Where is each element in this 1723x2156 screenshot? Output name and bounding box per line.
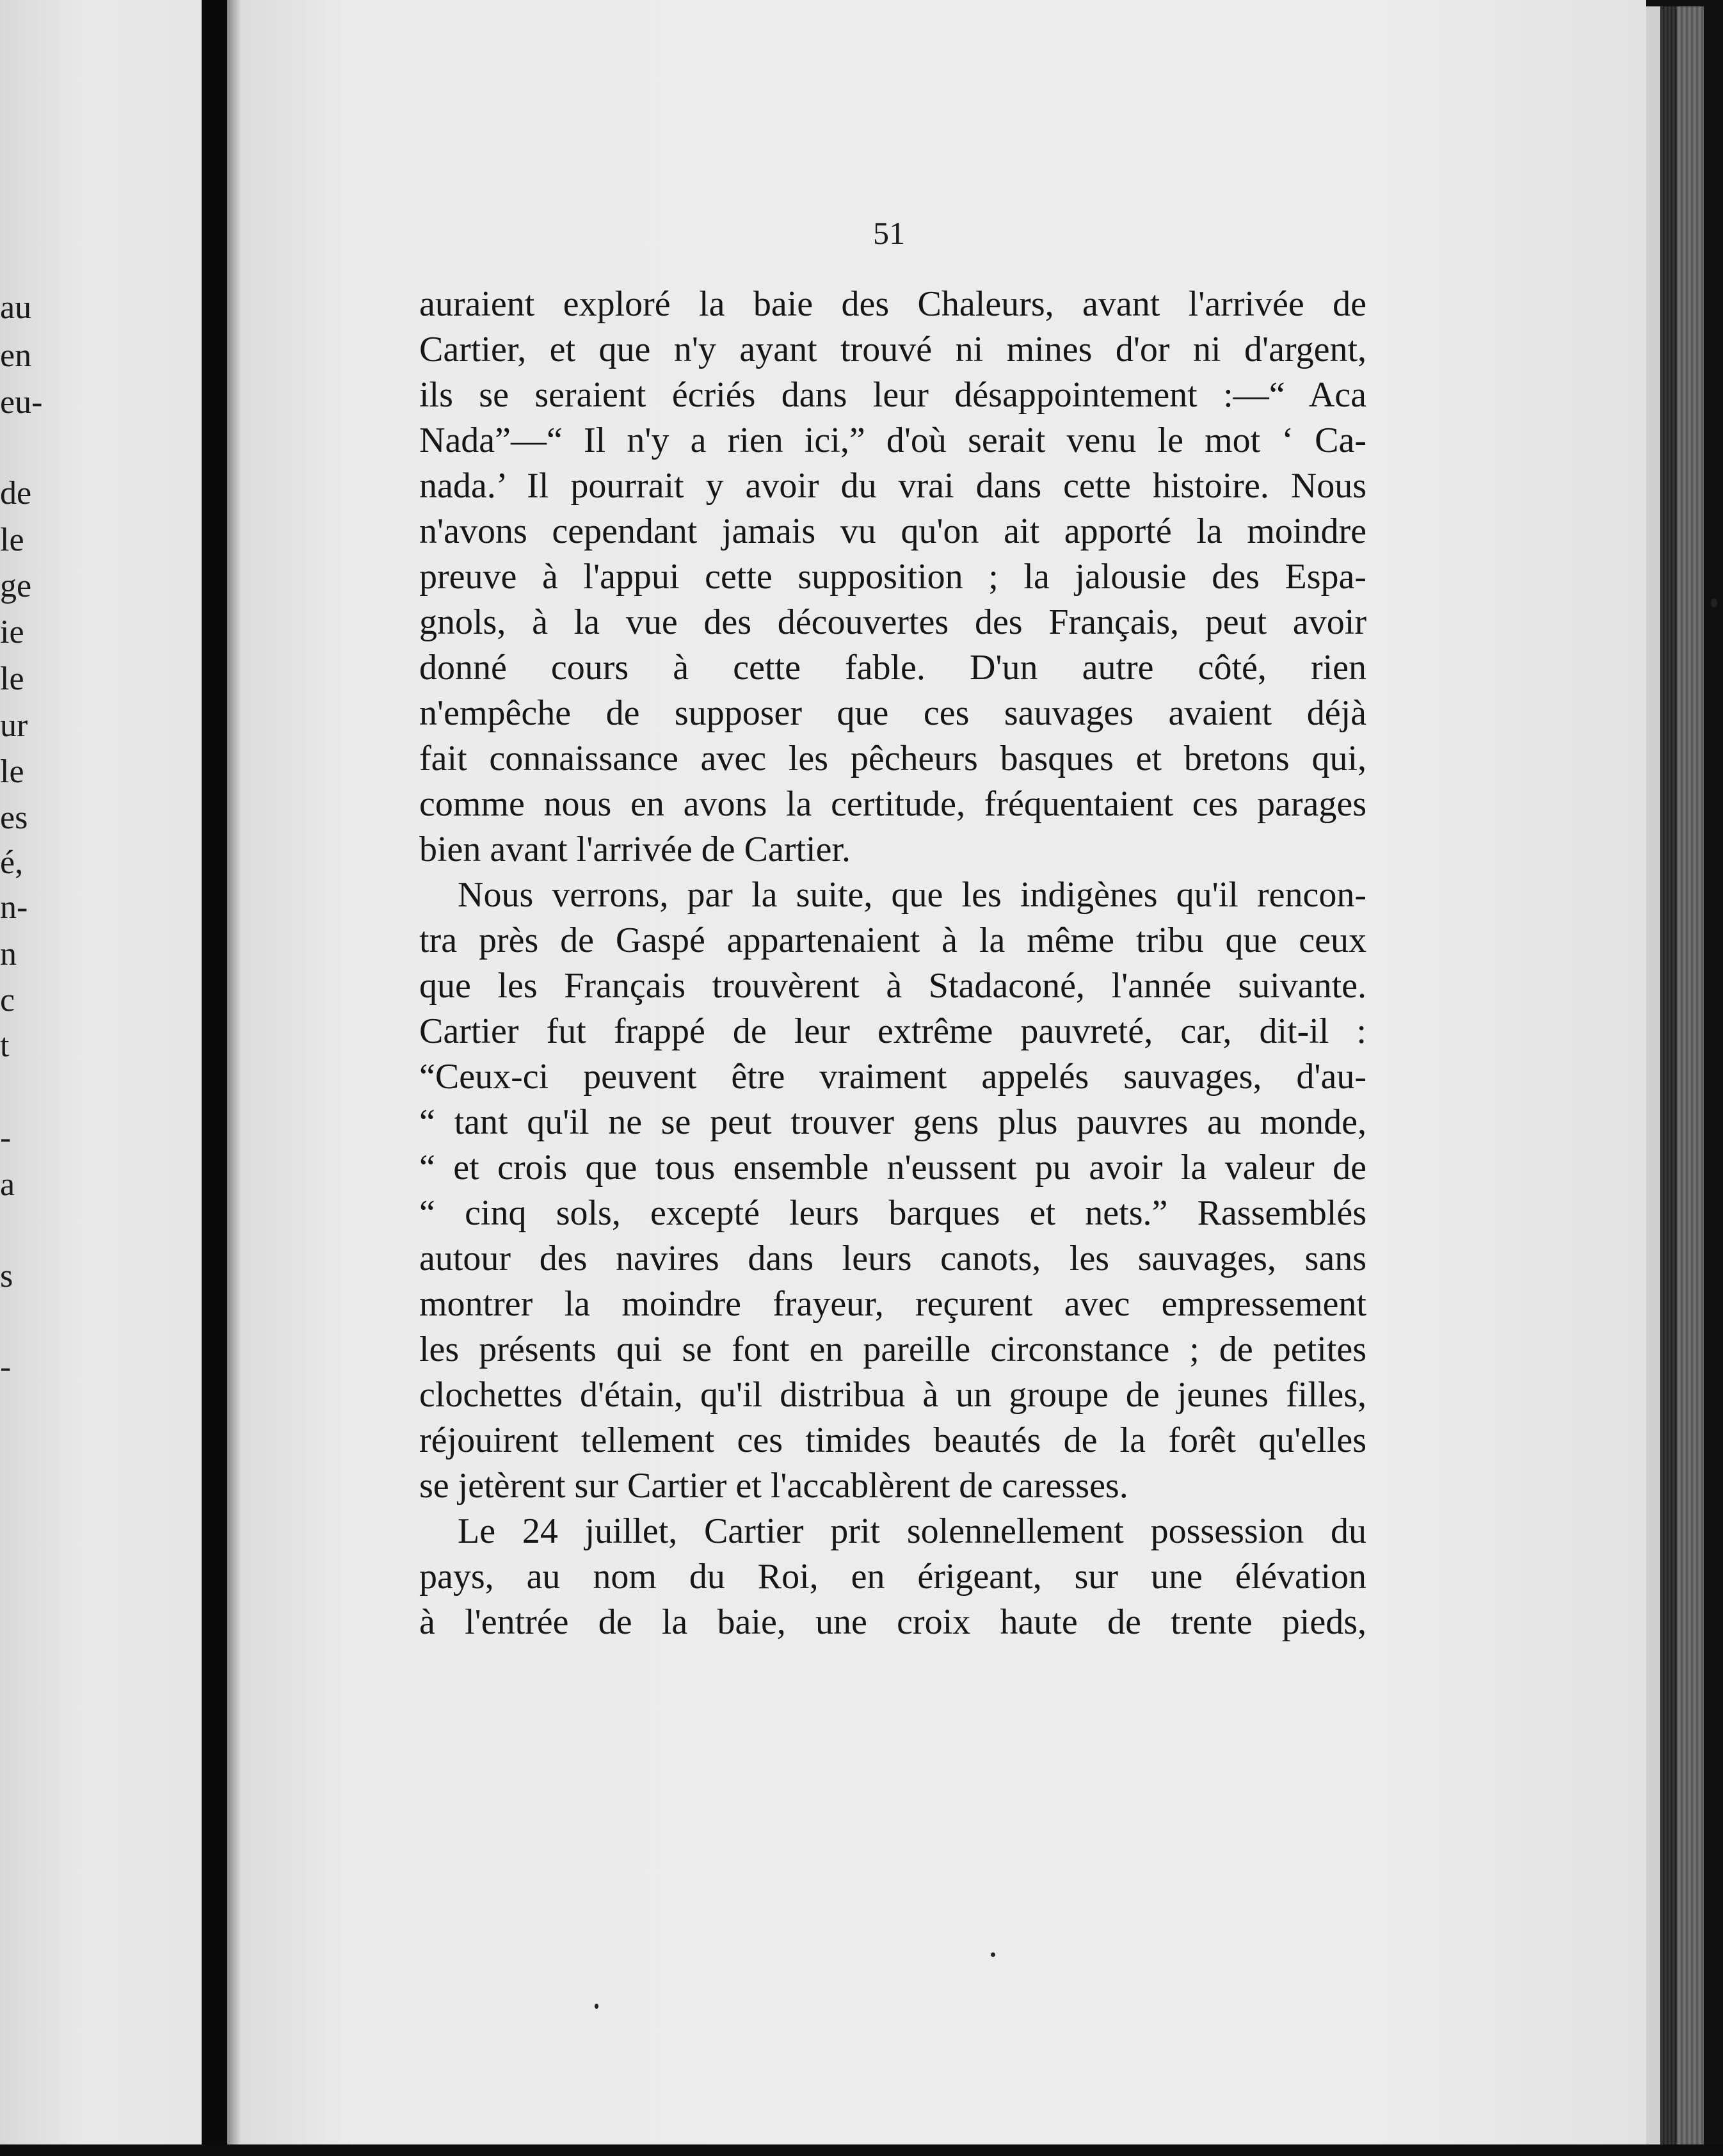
text-line: pays, au nom du Roi, en érigeant, sur une élévation (419, 1557, 1366, 1597)
text-line: comme nous en avons la certitude, fréquentaient ces parages (419, 784, 1366, 824)
left-fragment-text: en (0, 337, 32, 374)
text-line: gnols, à la vue des découvertes des Français, peut avoir (419, 602, 1366, 642)
text-line: les présents qui se font en pareille circonstance ; de petites (419, 1330, 1366, 1369)
text-line: “ et crois que tous ensemble n'eussent pu avoir la valeur de (419, 1148, 1366, 1187)
book-edge-pages (1677, 0, 1704, 2156)
left-fragment-text: - (0, 1349, 12, 1385)
left-fragment-text: é, (0, 844, 24, 881)
left-fragment-text: s (0, 1258, 13, 1294)
left-fragment-text: de (0, 475, 32, 511)
scan-speck (595, 2004, 598, 2009)
scan-border-top (1646, 0, 1723, 6)
text-line: bien avant l'arrivée de Cartier. (419, 830, 851, 869)
book-gutter (202, 0, 227, 2156)
left-fragment-text: n (0, 936, 17, 972)
text-line: Cartier fut frappé de leur extrême pauvreté, car, dit-il : (419, 1011, 1366, 1051)
left-fragment-text: ge (0, 568, 32, 604)
paragraph-start-line: Nous verrons, par la suite, que les indigènes qu'il rencon- (458, 875, 1366, 915)
text-line: que les Français trouvèrent à Stadaconé, l'année suivante. (419, 966, 1366, 1006)
text-line: à l'entrée de la baie, une croix haute de trente pieds, (419, 1602, 1366, 1642)
left-fragment-text: le (0, 661, 24, 697)
text-line: se jetèrent sur Cartier et l'accablèrent de caresses. (419, 1466, 1128, 1506)
text-line: “ tant qu'il ne se peut trouver gens plus pauvres au monde, (419, 1102, 1366, 1142)
text-line: donné cours à cette fable. D'un autre côté, rien (419, 648, 1366, 688)
left-fragment-text: ur (0, 707, 28, 744)
text-line: preuve à l'appui cette supposition ; la jalousie des Espa- (419, 557, 1366, 597)
text-line: n'empêche de supposer que ces sauvages avaient déjà (419, 693, 1366, 733)
left-fragment-text: le (0, 753, 24, 790)
text-line: “ cinq sols, excepté leurs barques et nets.” Rassemblés (419, 1193, 1366, 1233)
text-line: autour des navires dans leurs canots, les sauvages, sans (419, 1239, 1366, 1278)
text-line: fait connaissance avec les pêcheurs basques et bretons qui, (419, 739, 1366, 778)
left-fragment-text: t (0, 1027, 10, 1064)
left-fragment-text: ie (0, 614, 24, 650)
text-line: clochettes d'étain, qu'il distribua à un groupe de jeunes filles, (419, 1375, 1366, 1415)
left-fragment-text: n- (0, 889, 28, 926)
text-line: montrer la moindre frayeur, reçurent avec empressement (419, 1284, 1366, 1324)
body-text (419, 282, 1366, 1645)
text-line: réjouirent tellement ces timides beautés de la forêt qu'elles (419, 1420, 1366, 1460)
page-edge (1646, 0, 1660, 2156)
book-edge-dark (1660, 0, 1677, 2156)
left-fragment-text: le (0, 522, 24, 558)
text-line: “Ceux-ci peuvent être vraiment appelés sauvages, d'au- (419, 1057, 1366, 1097)
text-line: Nada”—“ Il n'y a rien ici,” d'où serait venu le mot ‘ Ca- (419, 421, 1366, 460)
left-fragment-text: - (0, 1120, 12, 1156)
left-fragment-text: a (0, 1166, 15, 1203)
scan-speck (991, 1952, 995, 1957)
left-fragment-text: eu- (0, 384, 43, 421)
left-fragment-text: au (0, 289, 32, 326)
text-line: n'avons cependant jamais vu qu'on ait apporté la moindre (419, 511, 1366, 551)
text-line: ils se seraient écriés dans leur désappointement :—“ Aca (419, 375, 1366, 415)
text-line: auraient exploré la baie des Chaleurs, avant l'arrivée de (419, 284, 1366, 324)
gutter-shadow (227, 0, 241, 2156)
left-fragment-text: c (0, 982, 15, 1018)
scan-speck (1711, 599, 1717, 607)
page-number: 51 (873, 215, 905, 251)
text-line: Cartier, et que n'y ayant trouvé ni mines d'or ni d'argent, (419, 330, 1366, 369)
left-page-fragment (0, 0, 202, 2156)
book-edge-outer (1704, 0, 1723, 2156)
text-line: tra près de Gaspé appartenaient à la même tribu que ceux (419, 921, 1366, 960)
text-line: nada.’ Il pourrait y avoir du vrai dans cette histoire. Nous (419, 466, 1366, 506)
left-fragment-text: es (0, 800, 28, 836)
scan-border-bottom (0, 2144, 1723, 2156)
paragraph-start-line: Le 24 juillet, Cartier prit solennellement possession du (458, 1511, 1366, 1551)
